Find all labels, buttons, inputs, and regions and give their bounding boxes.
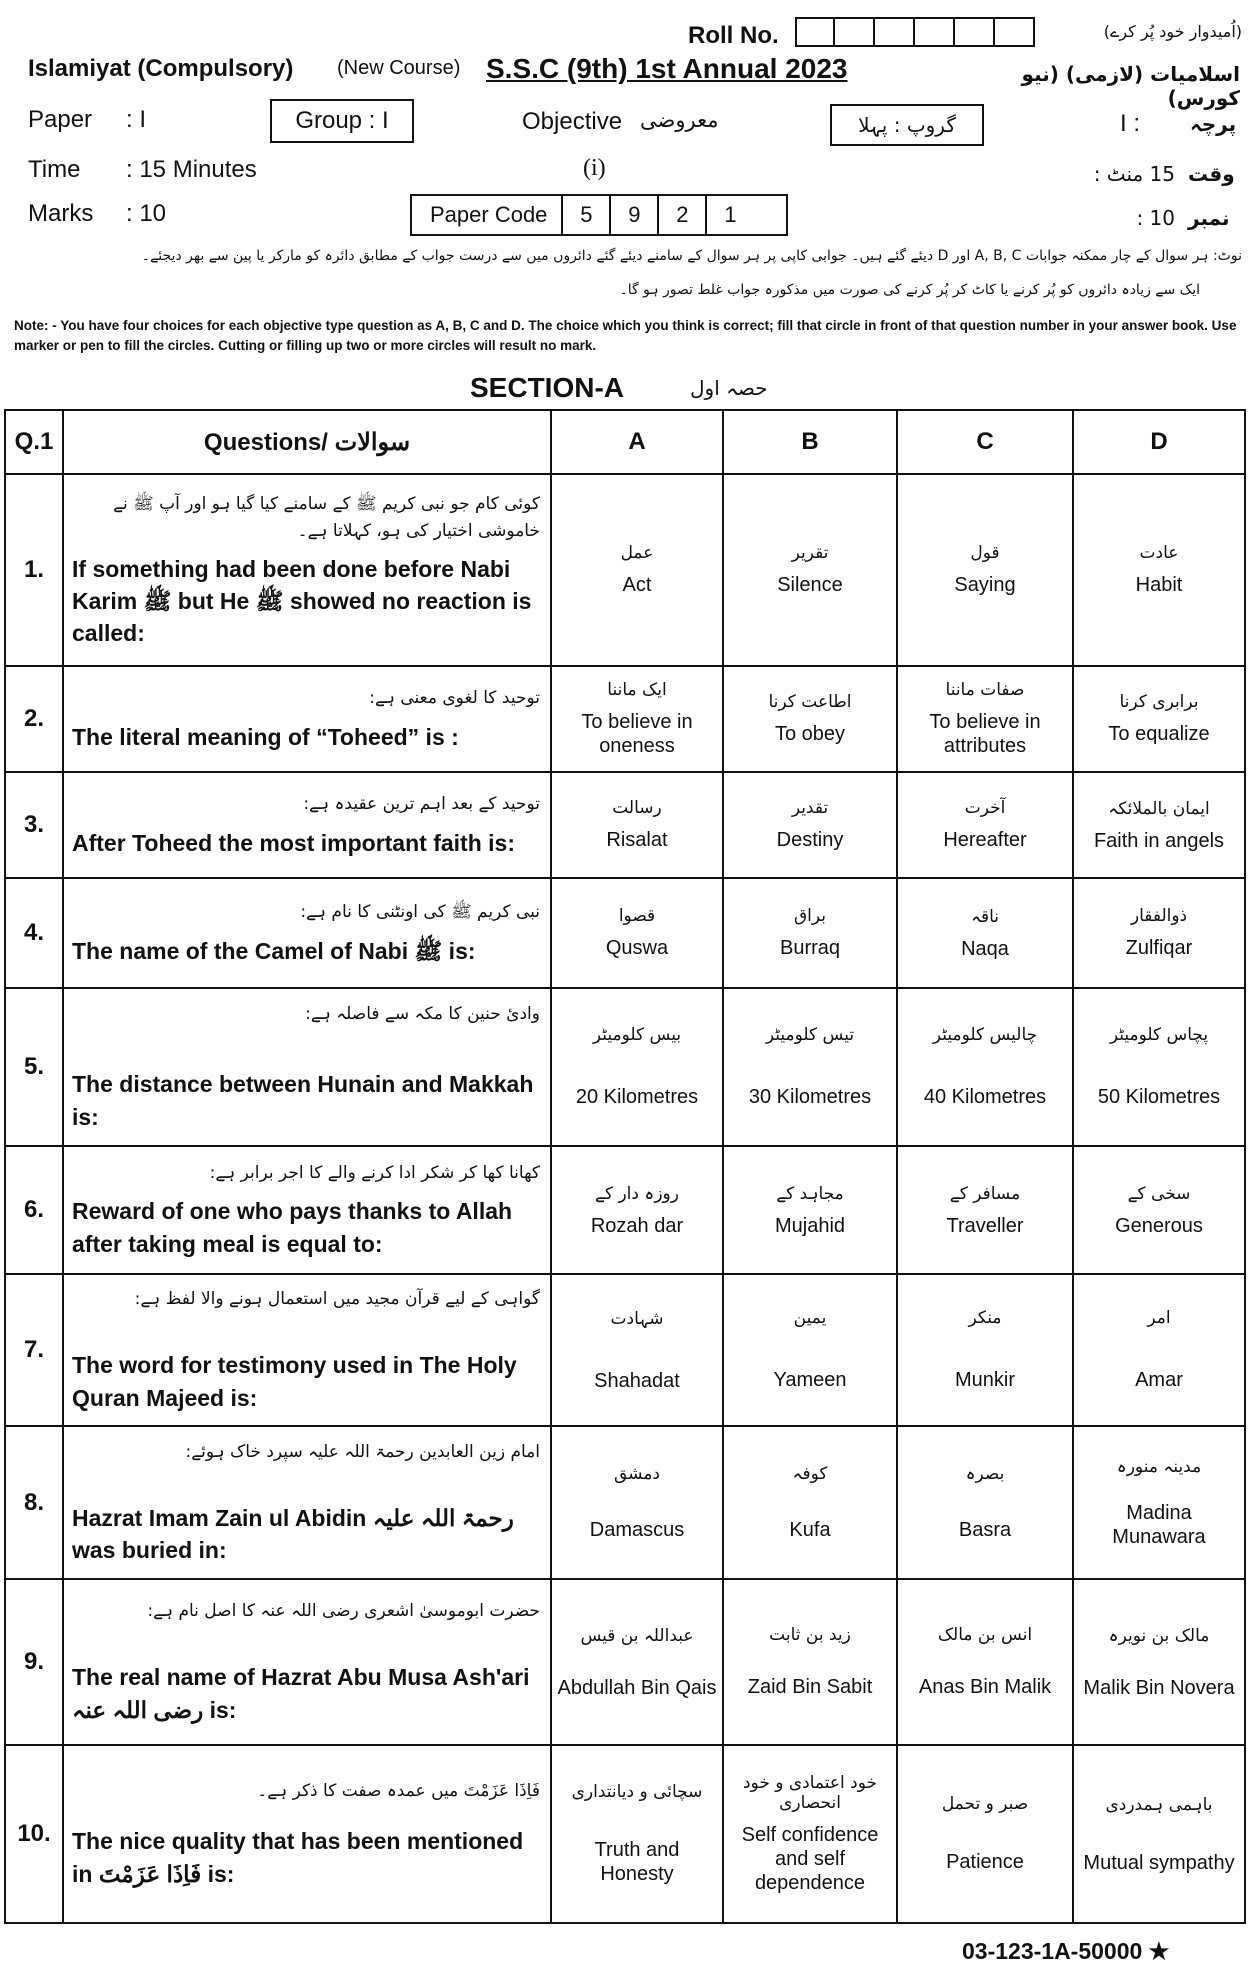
- question-number: 1.: [5, 474, 63, 666]
- question-cell: [63, 772, 551, 878]
- roll-cell[interactable]: [955, 17, 995, 47]
- group-urdu-box: گروپ : پہلا: [830, 104, 984, 146]
- option-urdu: خود اعتمادی و خود انحصاری: [742, 1773, 878, 1813]
- option-english: 20 Kilometres: [575, 1086, 699, 1108]
- option-urdu: برابری کرنا: [1119, 692, 1199, 712]
- option-b[interactable]: [723, 878, 897, 988]
- option-d[interactable]: [1073, 1579, 1245, 1745]
- option-english: Mutual sympathy: [1083, 1851, 1235, 1874]
- question-cell: [63, 988, 551, 1146]
- question-english: Hazrat Imam Zain ul Abidin رحمۃ اللہ علیہ was buried in:: [72, 1504, 514, 1564]
- col-c: C: [897, 410, 1073, 474]
- paper-urdu-value: I :: [1120, 110, 1141, 137]
- question-cell: [63, 666, 551, 772]
- question-urdu: کھانا کھا کر شکر ادا کرنے والے کا اجر برابر ہے:: [209, 1163, 540, 1184]
- option-english: Zulfiqar: [1125, 937, 1193, 959]
- option-english: Habit: [1135, 574, 1183, 596]
- option-c[interactable]: [897, 988, 1073, 1146]
- paper-code-box: [410, 194, 788, 236]
- option-english: Amar: [1135, 1369, 1183, 1391]
- time-value: : 15 Minutes: [126, 156, 257, 183]
- option-urdu: بصرہ: [965, 1464, 1005, 1484]
- paper-code-digit: 1: [705, 196, 753, 234]
- question-number: 5.: [5, 988, 63, 1146]
- col-qno: Q.1: [5, 410, 63, 474]
- option-english: Silence: [777, 574, 843, 596]
- option-english: Damascus: [589, 1518, 685, 1541]
- group-box: Group : I: [270, 99, 414, 143]
- marks-label: Marks: [28, 200, 94, 227]
- option-b[interactable]: [723, 1426, 897, 1579]
- option-urdu: مجاہد کے: [776, 1183, 844, 1204]
- option-urdu: منکر: [968, 1308, 1002, 1328]
- option-b[interactable]: [723, 1274, 897, 1426]
- question-number: 9.: [5, 1579, 63, 1745]
- question-row: [5, 988, 1245, 1146]
- roll-note-urdu: (اُمیدوار خود پُر کرے): [1103, 22, 1242, 41]
- option-urdu: امر: [1147, 1308, 1171, 1328]
- question-row: [5, 474, 1245, 666]
- paper-urdu-label: پرچہ: [1190, 112, 1237, 136]
- option-d[interactable]: [1073, 1745, 1245, 1923]
- question-urdu: توحید کے بعد اہم ترین عقیدہ ہے:: [303, 794, 540, 815]
- question-urdu: فَاِذَا عَزَمْتَ میں عمدہ صفت کا ذکر ہے۔: [257, 1781, 540, 1802]
- note-english: Note: - You have four choices for each objective type question as A, B, C and D. The choice which you think is correct; fill that circle in front of that question number in your answer book. Use marker or pen to fill the circles. Cutting or filling up two or more circles will result no mark.: [14, 318, 1237, 353]
- question-english: The name of the Camel of Nabi ﷺ is:: [72, 937, 476, 964]
- questions-table: [4, 409, 1246, 1924]
- option-urdu: عبداللہ بن قیس: [580, 1625, 694, 1646]
- roll-cell[interactable]: [835, 17, 875, 47]
- option-urdu: قصوا: [618, 906, 656, 926]
- question-cell: [63, 474, 551, 666]
- question-number: 2.: [5, 666, 63, 772]
- page-marker: (i): [583, 155, 606, 181]
- question-row: [5, 1426, 1245, 1579]
- question-number: 4.: [5, 878, 63, 988]
- col-a: A: [551, 410, 723, 474]
- option-b[interactable]: [723, 1579, 897, 1745]
- question-urdu: نبی کریم ﷺ کی اونٹنی کا نام ہے:: [300, 902, 540, 923]
- option-urdu: روزہ دار کے: [595, 1183, 679, 1204]
- question-english: If something had been done before Nabi Karim ﷺ but He ﷺ showed no reaction is called:: [72, 555, 532, 647]
- question-cell: [63, 1146, 551, 1274]
- option-urdu: یمین: [793, 1308, 827, 1328]
- option-b[interactable]: [723, 1745, 897, 1923]
- option-urdu: مسافر کے: [949, 1183, 1021, 1204]
- paper-value: : I: [126, 106, 147, 133]
- option-english: Destiny: [776, 829, 844, 851]
- option-urdu: تیس کلومیٹر: [765, 1025, 855, 1045]
- option-urdu: چالیس کلومیٹر: [932, 1025, 1038, 1045]
- option-urdu: باہمی ہمدردی: [1105, 1794, 1213, 1815]
- option-english: Madina Munawara: [1112, 1502, 1206, 1548]
- question-urdu: کوئی کام جو نبی کریم ﷺ کے سامنے کیا گیا ہو اور آپ ﷺ نے خاموشی اختیار کی ہو، کہلاتا ہے۔: [113, 493, 540, 541]
- question-number: 7.: [5, 1274, 63, 1426]
- section-title-urdu: حصہ اول: [690, 376, 768, 400]
- question-cell: [63, 1274, 551, 1426]
- question-cell: [63, 1579, 551, 1745]
- option-d[interactable]: [1073, 772, 1245, 878]
- paper-code-digit: 2: [657, 196, 705, 234]
- option-b[interactable]: [723, 474, 897, 666]
- exam-title: S.S.C (9th) 1st Annual 2023: [486, 53, 848, 84]
- option-urdu: دمشق: [613, 1463, 661, 1484]
- option-urdu: تقدیر: [791, 798, 829, 818]
- option-urdu: شہادت: [610, 1308, 664, 1329]
- time-label: Time: [28, 156, 81, 183]
- option-a[interactable]: [551, 1745, 723, 1923]
- question-english: After Toheed the most important faith is:: [72, 829, 515, 856]
- paper-code-digit: 5: [561, 196, 609, 234]
- subject-english: Islamiyat (Compulsory): [28, 55, 294, 82]
- option-english: Generous: [1115, 1214, 1203, 1237]
- time-urdu-label: وقت: [1188, 162, 1235, 186]
- option-urdu: صفات ماننا: [945, 680, 1025, 700]
- option-c[interactable]: [897, 1579, 1073, 1745]
- question-cell: [63, 1426, 551, 1579]
- option-english: Patience: [946, 1851, 1024, 1873]
- question-english: The real name of Hazrat Abu Musa Ash'ari رضی اللہ عنہ is:: [72, 1664, 530, 1723]
- question-cell: [63, 878, 551, 988]
- option-d[interactable]: [1073, 988, 1245, 1146]
- question-number: 10.: [5, 1745, 63, 1923]
- option-a[interactable]: [551, 1146, 723, 1274]
- option-english: Quswa: [605, 937, 669, 959]
- option-urdu: زید بن ثابت: [769, 1625, 851, 1645]
- question-row: [5, 772, 1245, 878]
- roll-cell[interactable]: [915, 17, 955, 47]
- option-c[interactable]: [897, 1274, 1073, 1426]
- option-d[interactable]: [1073, 1274, 1245, 1426]
- option-b[interactable]: [723, 1146, 897, 1274]
- question-cell: [63, 1745, 551, 1923]
- option-english: To obey: [774, 723, 846, 745]
- objective-label: Objective: [522, 108, 623, 135]
- option-english: 40 Kilometres: [923, 1086, 1047, 1108]
- option-english: To equalize: [1108, 723, 1210, 745]
- option-english: Act: [622, 574, 652, 596]
- roll-no-boxes[interactable]: [795, 17, 1035, 47]
- option-english: Yameen: [773, 1369, 847, 1391]
- option-english: Malik Bin Novera: [1083, 1676, 1235, 1699]
- option-urdu: مالک بن نویرہ: [1108, 1625, 1210, 1646]
- option-urdu: سخی کے: [1127, 1183, 1191, 1204]
- section-title: SECTION-A: [470, 372, 624, 403]
- option-d[interactable]: [1073, 1426, 1245, 1579]
- option-english: 50 Kilometres: [1097, 1086, 1221, 1108]
- option-a[interactable]: [551, 1426, 723, 1579]
- question-english: The literal meaning of “Toheed” is :: [72, 723, 459, 750]
- option-urdu: براق: [793, 906, 827, 926]
- option-urdu: بیس کلومیٹر: [592, 1025, 682, 1045]
- question-row: [5, 666, 1245, 772]
- option-d[interactable]: [1073, 666, 1245, 772]
- option-a[interactable]: [551, 474, 723, 666]
- roll-no-label: Roll No.: [688, 22, 779, 49]
- question-english: Reward of one who pays thanks to Allah after taking meal is equal to:: [72, 1198, 513, 1257]
- option-urdu: ناقہ: [971, 906, 999, 927]
- roll-cell[interactable]: [795, 17, 835, 47]
- option-b[interactable]: [723, 666, 897, 772]
- option-english: Naqa: [961, 937, 1009, 960]
- option-urdu: رسالت: [612, 798, 662, 818]
- option-english: 30 Kilometres: [748, 1086, 872, 1108]
- footer-code: 03-123-1A-50000 ★: [962, 1938, 1170, 1964]
- option-c[interactable]: [897, 1146, 1073, 1274]
- question-urdu: امام زین العابدین رحمۃ اللہ علیہ سپرد خاک ہوئے:: [185, 1441, 540, 1462]
- note-urdu-line1: نوٹ: ہر سوال کے چار ممکنہ جوابات A, B, C اور D دیئے گئے ہیں۔ جوابی کاپی پر ہر سوال کے سامنے دیئے گئے دائروں میں سے درست جواب کے مطابق دائرہ کو مارکر یا پین سے بھر دیجئے۔: [141, 248, 1242, 264]
- option-english: Rozah dar: [590, 1214, 684, 1237]
- question-number: 6.: [5, 1146, 63, 1274]
- roll-cell[interactable]: [995, 17, 1035, 47]
- option-english: Munkir: [954, 1369, 1015, 1391]
- question-english: The nice quality that has been mentioned in فَاِذَا عَزَمْتَ is:: [72, 1828, 524, 1887]
- question-urdu: توحید کا لغوی معنی ہے:: [369, 688, 540, 709]
- option-english: Anas Bin Malik: [918, 1676, 1052, 1698]
- option-urdu: ایک ماننا: [607, 680, 667, 700]
- option-english: To believe in oneness: [581, 711, 693, 757]
- question-urdu: حضرت ابوموسیٰ اشعری رضی اللہ عنہ کا اصل نام ہے:: [147, 1601, 540, 1622]
- option-english: Shahadat: [594, 1369, 680, 1392]
- question-row: [5, 1579, 1245, 1745]
- option-a[interactable]: [551, 988, 723, 1146]
- option-urdu: آخرت: [964, 798, 1006, 818]
- option-english: Basra: [958, 1519, 1012, 1541]
- option-b[interactable]: [723, 988, 897, 1146]
- roll-cell[interactable]: [875, 17, 915, 47]
- option-urdu: ایمان بالملائکہ: [1108, 798, 1210, 819]
- option-d[interactable]: [1073, 474, 1245, 666]
- option-a[interactable]: [551, 1274, 723, 1426]
- option-urdu: سچائی و دیانتداری: [571, 1782, 703, 1802]
- option-english: Mujahid: [774, 1214, 846, 1237]
- question-urdu: گواہی کے لیے قرآن مجید میں استعمال ہونے والا لفظ ہے:: [134, 1289, 540, 1310]
- question-number: 3.: [5, 772, 63, 878]
- option-c[interactable]: [897, 772, 1073, 878]
- time-urdu-value: 15 منٹ :: [1093, 162, 1175, 186]
- option-a[interactable]: [551, 878, 723, 988]
- option-urdu: انس بن مالک: [937, 1625, 1033, 1645]
- marks-urdu-value: 10 :: [1136, 206, 1175, 230]
- option-d[interactable]: [1073, 878, 1245, 988]
- option-english: Hereafter: [943, 829, 1027, 851]
- option-urdu: تقریر: [791, 543, 829, 563]
- question-urdu: وادیٔ حنین کا مکہ سے فاصلہ ہے:: [305, 1004, 540, 1025]
- question-row: [5, 878, 1245, 988]
- option-english: Risalat: [606, 829, 668, 851]
- option-english: Abdullah Bin Qais: [557, 1676, 717, 1699]
- option-d[interactable]: [1073, 1146, 1245, 1274]
- option-english: Kufa: [789, 1519, 831, 1541]
- option-urdu: صبر و تحمل: [941, 1794, 1029, 1814]
- option-a[interactable]: [551, 1579, 723, 1745]
- paper-code-digit: 9: [609, 196, 657, 234]
- option-english: Faith in angels: [1093, 829, 1225, 852]
- option-c[interactable]: [897, 474, 1073, 666]
- option-c[interactable]: [897, 878, 1073, 988]
- question-english: The word for testimony used in The Holy Quran Majeed is:: [72, 1352, 517, 1411]
- question-row: [5, 1274, 1245, 1426]
- option-urdu: قول: [970, 543, 1000, 563]
- option-c[interactable]: [897, 1426, 1073, 1579]
- option-urdu: ذوالفقار: [1130, 906, 1188, 926]
- course-english: (New Course): [337, 57, 461, 79]
- objective-urdu: معروضی: [640, 108, 719, 132]
- question-row: [5, 1146, 1245, 1274]
- option-urdu: کوفہ: [792, 1464, 828, 1484]
- marks-urdu-label: نمبر: [1188, 206, 1230, 230]
- note-urdu-line2: ایک سے زیادہ دائروں کو پُر کرنے یا کاٹ کر پُر کرنے کی صورت میں مذکورہ جواب غلط تصور ہو گا۔: [619, 282, 1200, 298]
- question-row: [5, 1745, 1245, 1923]
- option-a[interactable]: [551, 666, 723, 772]
- option-english: Traveller: [946, 1214, 1024, 1237]
- question-number: 8.: [5, 1426, 63, 1579]
- option-urdu: پچاس کلومیٹر: [1109, 1025, 1209, 1045]
- option-english: To believe in attributes: [929, 711, 1041, 757]
- col-questions: Questions/ سوالات: [63, 410, 551, 474]
- paper-code-label: Paper Code: [430, 202, 548, 227]
- option-c[interactable]: [897, 666, 1073, 772]
- option-english: Zaid Bin Sabit: [747, 1676, 873, 1698]
- option-urdu: اطاعت کرنا: [768, 692, 852, 712]
- option-english: Truth and Honesty: [594, 1839, 680, 1885]
- col-b: B: [723, 410, 897, 474]
- col-d: D: [1073, 410, 1245, 474]
- option-c[interactable]: [897, 1745, 1073, 1923]
- table-header-row: [5, 410, 1245, 474]
- option-urdu: عادت: [1139, 543, 1179, 563]
- option-a[interactable]: [551, 772, 723, 878]
- option-urdu: مدینہ منورہ: [1116, 1457, 1202, 1477]
- question-english: The distance between Hunain and Makkah is:: [72, 1071, 534, 1130]
- subject-urdu: اسلامیات (لازمی) (نیو کورس): [1021, 62, 1240, 110]
- option-b[interactable]: [723, 772, 897, 878]
- option-english: Self confidence and self dependence: [741, 1824, 879, 1894]
- marks-value: : 10: [126, 200, 167, 227]
- paper-label: Paper: [28, 106, 93, 133]
- option-english: Saying: [954, 574, 1016, 596]
- option-urdu: عمل: [620, 543, 654, 563]
- option-english: Burraq: [779, 937, 841, 959]
